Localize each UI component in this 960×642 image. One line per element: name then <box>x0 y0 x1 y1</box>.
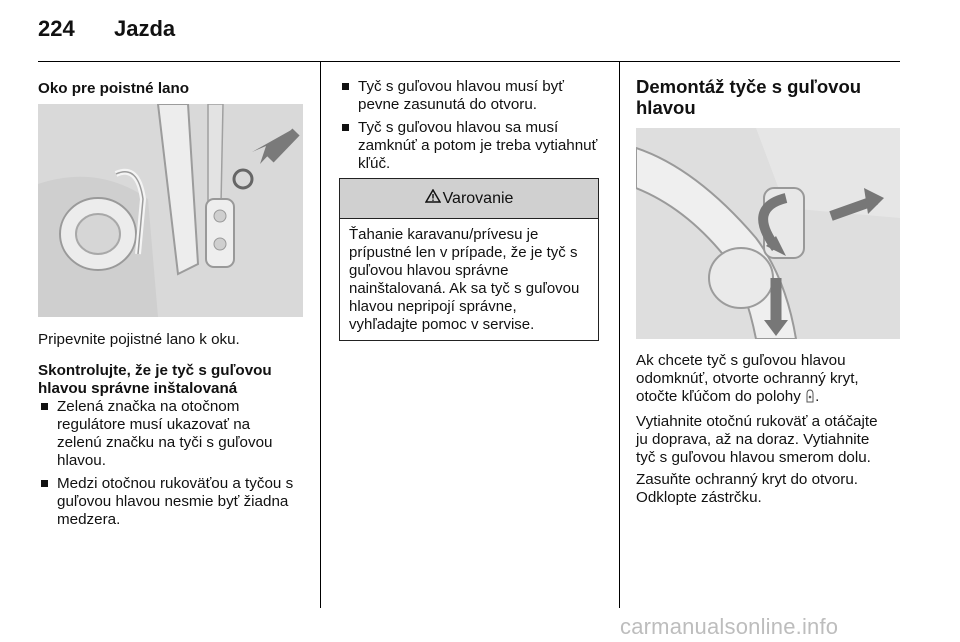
removal-paragraph-1 <box>636 352 900 406</box>
warning-box <box>339 178 599 341</box>
section-title: Jazda <box>114 16 176 41</box>
warning-triangle-icon <box>425 189 441 208</box>
heading-line: hlavou <box>636 97 696 118</box>
bullet-square-icon <box>41 480 48 487</box>
list-item-line: pevne zasunutá do otvoru. <box>358 96 538 113</box>
paragraph-text: . <box>815 388 820 405</box>
list-item-line: regulátore musí ukazovať na <box>57 416 251 433</box>
warning-line: Ťahanie karavanu/prívesu je <box>349 226 539 243</box>
paragraph-line: Odklopte zástrčku. <box>636 489 762 506</box>
heading-line: Demontáž tyče s guľovou <box>636 76 862 97</box>
section-heading-towing-eye: Oko pre poistné lano <box>38 80 190 97</box>
subheading-line: Skontrolujte, že je tyč s guľovou <box>38 362 272 379</box>
list-item <box>38 398 313 470</box>
header-rule <box>38 61 900 62</box>
paragraph-line: Vytiahnite otočnú rukoväť a otáčajte <box>636 413 878 430</box>
subheading-line: hlavou správne inštalovaná <box>38 380 238 397</box>
paragraph-line: odomknúť, otvorte ochranný kryt, <box>636 370 859 387</box>
paragraph-line: ju doprava, až na doraz. Vytiahnite <box>636 431 870 448</box>
paragraph-line: Zasuňte ochranný kryt do otvoru. <box>636 471 859 488</box>
removal-paragraph-3 <box>636 471 900 507</box>
key-position-icon <box>805 388 815 405</box>
warning-header <box>340 179 598 219</box>
warning-title: Varovanie <box>442 189 514 207</box>
paragraph-text: otočte kľúčom do polohy <box>636 388 801 405</box>
warning-line: hlavou nepripojí správne, <box>349 298 517 315</box>
list-item <box>339 119 609 173</box>
paragraph-line: tyč s guľovou hlavou smerom dolu. <box>636 449 871 466</box>
list-item-line: Zelená značka na otočnom <box>57 398 240 415</box>
bullet-square-icon <box>342 83 349 90</box>
column2-list <box>339 78 609 173</box>
list-item-line: Medzi otočnou rukoväťou a tyčou s <box>57 475 294 492</box>
ball-rod-removal-illustration <box>636 128 900 339</box>
list-item-line: guľovou hlavou nesmie byť žiadna <box>57 493 289 510</box>
list-item-line: zelenú značku na tyči s guľovou <box>57 434 273 451</box>
subheading-check-installation <box>38 362 308 398</box>
list-item-line: medzera. <box>57 511 121 528</box>
list-item-line: zamknúť a potom je treba vytiahnuť <box>358 137 598 154</box>
bullet-square-icon <box>41 403 48 410</box>
bullet-square-icon <box>342 124 349 131</box>
list-item <box>339 78 609 114</box>
warning-line: prípustné len v prípade, že je tyč s <box>349 244 578 261</box>
paragraph-line <box>636 388 900 406</box>
warning-line: vyhľadajte pomoc v servise. <box>349 316 535 333</box>
list-item-line: Tyč s guľovou hlavou musí byť <box>358 78 564 95</box>
list-item-line: Tyč s guľovou hlavou sa musí <box>358 119 559 136</box>
checklist <box>38 398 313 529</box>
warning-line: nainštalovaná. Ak sa tyč s guľovou <box>349 280 580 297</box>
caption-attach-rope: Pripevnite pojistné lano k oku. <box>38 331 240 348</box>
towing-eye-illustration <box>38 104 303 317</box>
page-number: 224 <box>38 16 75 41</box>
column-divider-2 <box>619 62 620 608</box>
warning-text <box>340 219 598 334</box>
paragraph-line: Ak chcete tyč s guľovou hlavou <box>636 352 846 369</box>
list-item <box>38 475 313 529</box>
removal-paragraph-2 <box>636 413 900 467</box>
column-divider-1 <box>320 62 321 608</box>
list-item-line: hlavou. <box>57 452 106 469</box>
section-heading-removal <box>636 76 900 118</box>
list-item-line: kľúč. <box>358 155 391 172</box>
watermark: carmanualsonline.info <box>620 614 839 639</box>
page-header <box>38 16 175 42</box>
warning-line: guľovou hlavou správne <box>349 262 509 279</box>
